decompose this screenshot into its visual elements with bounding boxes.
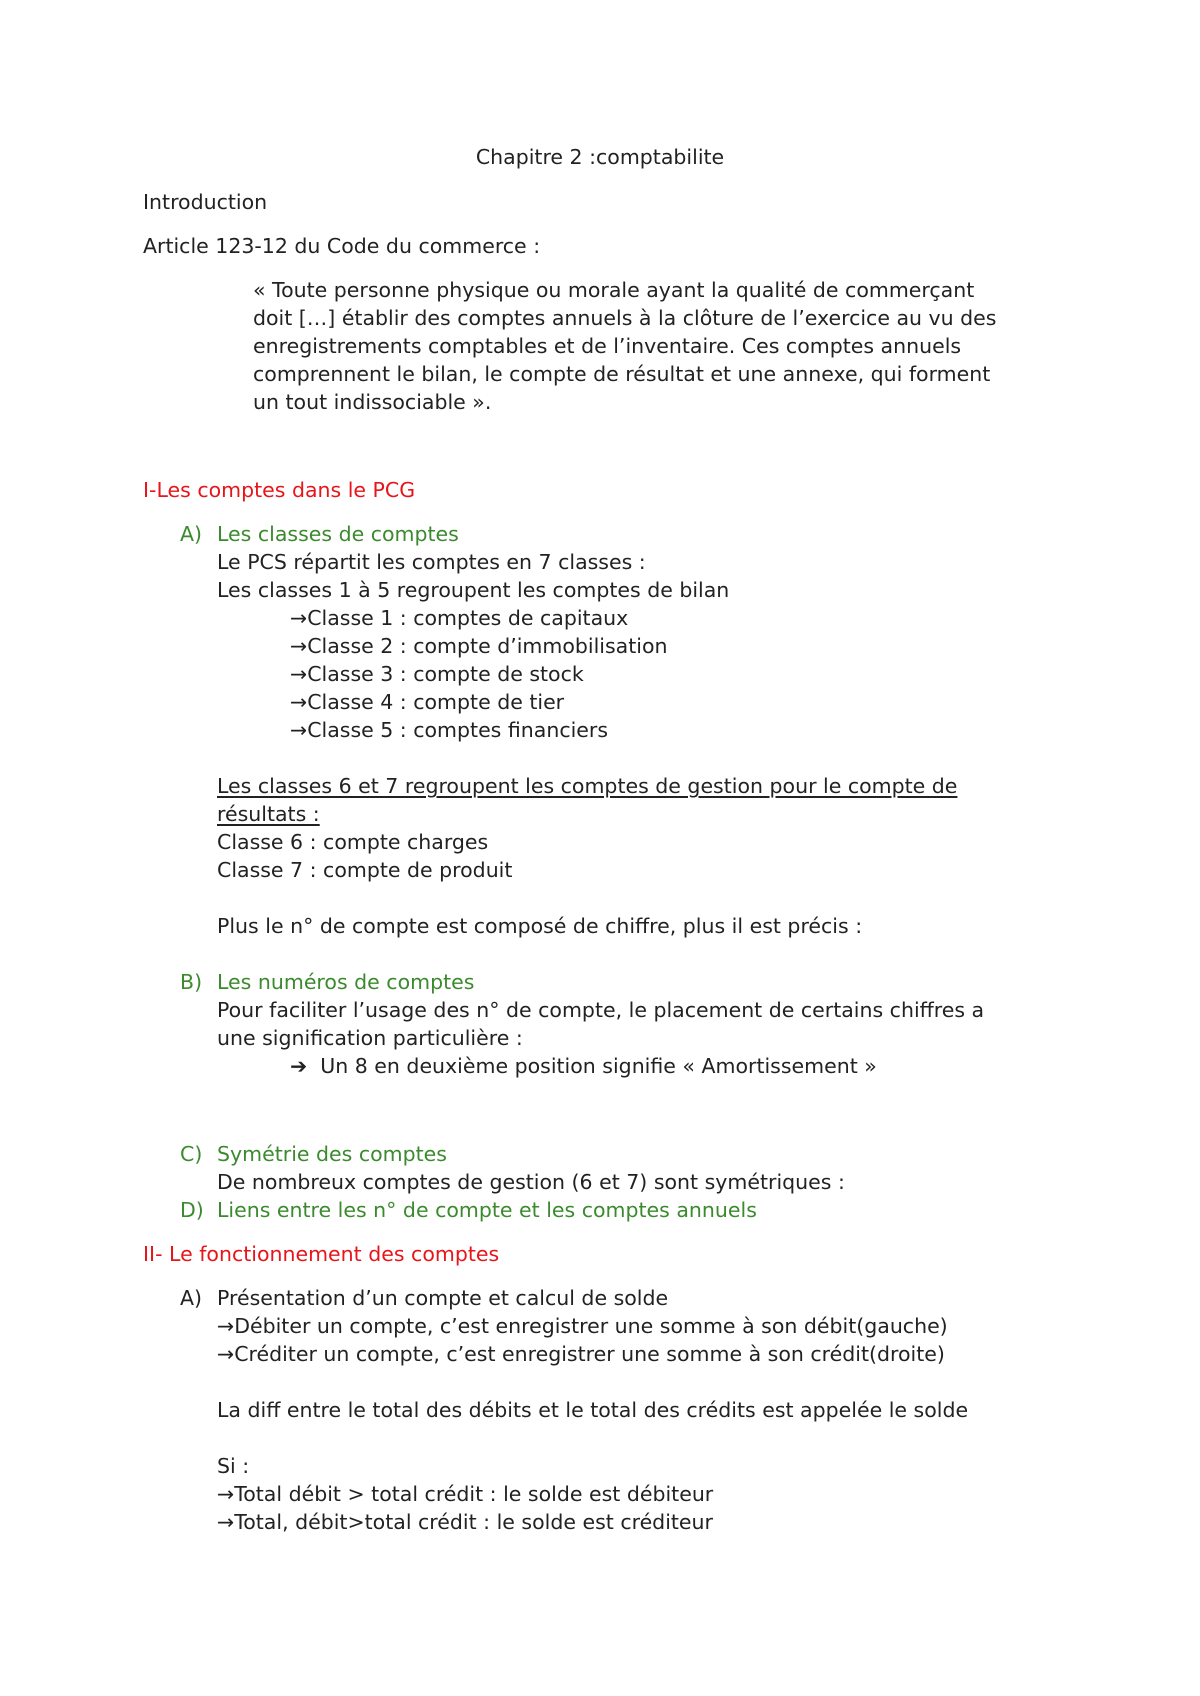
subsection-marker: D) — [180, 1198, 204, 1222]
subsection-marker: C) — [180, 1142, 203, 1166]
paragraph-line: Les classes 1 à 5 regroupent les comptes de bilan — [217, 578, 730, 602]
intro-heading: Introduction — [143, 190, 268, 214]
subsection-1c-heading: Symétrie des comptes — [217, 1142, 447, 1166]
subsection-marker: A) — [180, 522, 203, 546]
section-2-heading: II- Le fonctionnement des comptes — [143, 1242, 500, 1266]
list-item: →Total débit > total crédit : le solde est débiteur — [217, 1482, 714, 1506]
arrow-icon: → — [290, 662, 308, 686]
subsection-marker: B) — [180, 970, 203, 994]
list-item: →Classe 4 : compte de tier — [290, 690, 565, 714]
paragraph-line: Pour faciliter l’usage des n° de compte, le placement de certains chiffres a — [217, 998, 985, 1022]
paragraph-line: De nombreux comptes de gestion (6 et 7) sont symétriques : — [217, 1170, 845, 1194]
arrow-icon: → — [290, 606, 308, 630]
paragraph-line: La diff entre le total des débits et le total des crédits est appelée le solde — [217, 1398, 969, 1422]
list-item: →Classe 3 : compte de stock — [290, 662, 584, 686]
article-reference: Article 123-12 du Code du commerce : — [143, 234, 541, 258]
quote-line: un tout indissociable ». — [253, 390, 492, 414]
subsection-2a-heading: Présentation d’un compte et calcul de solde — [217, 1286, 669, 1310]
quote-line: comprennent le bilan, le compte de résultat et une annexe, qui forment — [253, 362, 991, 386]
list-item: →Débiter un compte, c’est enregistrer une somme à son débit(gauche) — [217, 1314, 948, 1338]
arrow-icon: → — [217, 1510, 235, 1534]
paragraph-line: Le PCS répartit les comptes en 7 classes : — [217, 550, 646, 574]
paragraph-line: Plus le n° de compte est composé de chiffre, plus il est précis : — [217, 914, 863, 938]
quote-line: « Toute personne physique ou morale ayant la qualité de commerçant — [253, 278, 975, 302]
arrow-icon: → — [290, 690, 308, 714]
list-item: →Classe 5 : comptes financiers — [290, 718, 609, 742]
arrow-icon: → — [290, 718, 308, 742]
quote-line: enregistrements comptables et de l’inventaire. Ces comptes annuels — [253, 334, 962, 358]
subsection-1a-heading: Les classes de comptes — [217, 522, 459, 546]
subsection-marker: A) — [180, 1286, 203, 1310]
page-title: Chapitre 2 :comptabilite — [475, 145, 725, 169]
quote-line: doit […] établir des comptes annuels à la clôture de l’exercice au vu des — [253, 306, 997, 330]
gestion-classes-heading: Les classes 6 et 7 regroupent les comptes de gestion pour le compte de — [217, 774, 958, 798]
paragraph-line: Si : — [217, 1454, 250, 1478]
arrow-icon: → — [217, 1342, 235, 1366]
arrow-icon: ➔ — [290, 1054, 308, 1078]
arrow-icon: → — [217, 1314, 235, 1338]
subsection-1d-heading: Liens entre les n° de compte et les comptes annuels — [217, 1198, 757, 1222]
list-item: →Classe 1 : comptes de capitaux — [290, 606, 629, 630]
section-1-heading: I-Les comptes dans le PCG — [143, 478, 416, 502]
list-item: ➔ Un 8 en deuxième position signifie « Amortissement » — [290, 1054, 877, 1078]
subsection-1b-heading: Les numéros de comptes — [217, 970, 475, 994]
arrow-icon: → — [217, 1482, 235, 1506]
list-item: →Classe 2 : compte d’immobilisation — [290, 634, 668, 658]
arrow-icon: → — [290, 634, 308, 658]
paragraph-line: une signification particulière : — [217, 1026, 523, 1050]
list-item: →Créditer un compte, c’est enregistrer une somme à son crédit(droite) — [217, 1342, 945, 1366]
paragraph-line: Classe 6 : compte charges — [217, 830, 489, 854]
paragraph-line: Classe 7 : compte de produit — [217, 858, 513, 882]
gestion-classes-heading-cont: résultats : — [217, 802, 320, 826]
list-item: →Total, débit>total crédit : le solde est créditeur — [217, 1510, 713, 1534]
